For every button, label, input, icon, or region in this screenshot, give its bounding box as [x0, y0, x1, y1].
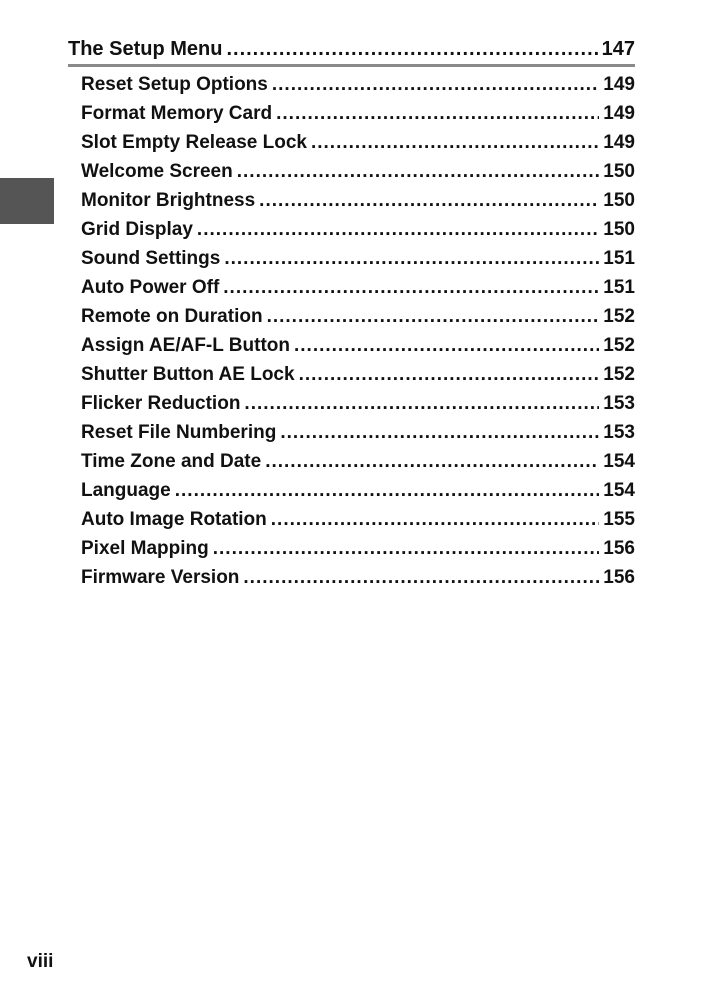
toc-entry-title: Format Memory Card [81, 103, 273, 124]
toc-entry-title: Auto Image Rotation [81, 509, 267, 530]
toc-entry-title: Assign AE/AF-L Button [81, 335, 290, 356]
toc-entry[interactable] [81, 418, 635, 447]
toc-entry[interactable] [81, 186, 635, 215]
section-tab-marker [0, 178, 54, 224]
toc-entry-page: 154 [603, 451, 635, 472]
dot-leader [197, 215, 599, 244]
dot-leader [224, 244, 599, 273]
toc-entry[interactable] [81, 331, 635, 360]
toc-entry-page: 150 [603, 190, 635, 211]
dot-leader [271, 505, 600, 534]
toc-entry-title: Sound Settings [81, 248, 221, 269]
toc-entry[interactable] [81, 99, 635, 128]
dot-leader [259, 186, 599, 215]
toc-entry-list [68, 70, 635, 592]
table-of-contents [68, 36, 635, 592]
dot-leader [267, 302, 600, 331]
toc-entry-page: 150 [603, 161, 635, 182]
toc-entry-page: 153 [603, 422, 635, 443]
toc-entry[interactable] [81, 563, 635, 592]
toc-entry[interactable] [81, 302, 635, 331]
toc-entry-page: 149 [603, 74, 635, 95]
toc-entry[interactable] [81, 70, 635, 99]
toc-heading-page: 147 [601, 38, 635, 60]
toc-entry[interactable] [81, 157, 635, 186]
toc-entry-title: Remote on Duration [81, 306, 263, 327]
toc-entry-title: Language [81, 480, 171, 501]
toc-entry-page: 152 [603, 335, 635, 356]
dot-leader [276, 99, 599, 128]
toc-entry-page: 154 [603, 480, 635, 501]
toc-entry[interactable] [81, 534, 635, 563]
toc-entry-title: Auto Power Off [81, 277, 220, 298]
toc-entry-title: Slot Empty Release Lock [81, 132, 307, 153]
toc-entry[interactable] [81, 389, 635, 418]
toc-entry[interactable] [81, 447, 635, 476]
toc-entry-page: 152 [603, 306, 635, 327]
dot-leader [244, 389, 599, 418]
toc-entry-page: 152 [603, 364, 635, 385]
toc-section-heading[interactable] [68, 36, 635, 67]
toc-entry-page: 149 [603, 103, 635, 124]
dot-leader [237, 157, 600, 186]
toc-entry[interactable] [81, 128, 635, 157]
dot-leader [311, 128, 599, 157]
toc-entry[interactable] [81, 244, 635, 273]
toc-entry-title: Monitor Brightness [81, 190, 256, 211]
toc-entry-page: 153 [603, 393, 635, 414]
toc-entry-title: Pixel Mapping [81, 538, 209, 559]
toc-entry[interactable] [81, 360, 635, 389]
dot-leader [280, 418, 599, 447]
toc-entry-page: 155 [603, 509, 635, 530]
toc-entry-title: Grid Display [81, 219, 193, 240]
toc-entry[interactable] [81, 505, 635, 534]
toc-entry[interactable] [81, 476, 635, 505]
toc-entry-title: Shutter Button AE Lock [81, 364, 295, 385]
dot-leader [213, 534, 600, 563]
dot-leader [299, 360, 600, 389]
dot-leader [265, 447, 599, 476]
dot-leader [243, 563, 599, 592]
toc-entry-page: 156 [603, 567, 635, 588]
dot-leader [272, 70, 599, 99]
toc-entry-title: Reset File Numbering [81, 422, 277, 443]
toc-entry-page: 151 [603, 248, 635, 269]
toc-entry-page: 156 [603, 538, 635, 559]
toc-entry-title: Welcome Screen [81, 161, 233, 182]
dot-leader [294, 331, 599, 360]
page-number: viii [27, 951, 54, 972]
toc-entry[interactable] [81, 215, 635, 244]
toc-entry-title: Reset Setup Options [81, 74, 268, 95]
toc-entry[interactable] [81, 273, 635, 302]
toc-entry-title: Time Zone and Date [81, 451, 262, 472]
dot-leader [175, 476, 600, 505]
toc-entry-title: Flicker Reduction [81, 393, 241, 414]
toc-entry-page: 149 [603, 132, 635, 153]
toc-entry-title: Firmware Version [81, 567, 240, 588]
toc-entry-page: 150 [603, 219, 635, 240]
toc-heading-title: The Setup Menu [68, 38, 223, 60]
dot-leader [223, 273, 599, 302]
dot-leader [226, 36, 597, 62]
toc-entry-page: 151 [603, 277, 635, 298]
